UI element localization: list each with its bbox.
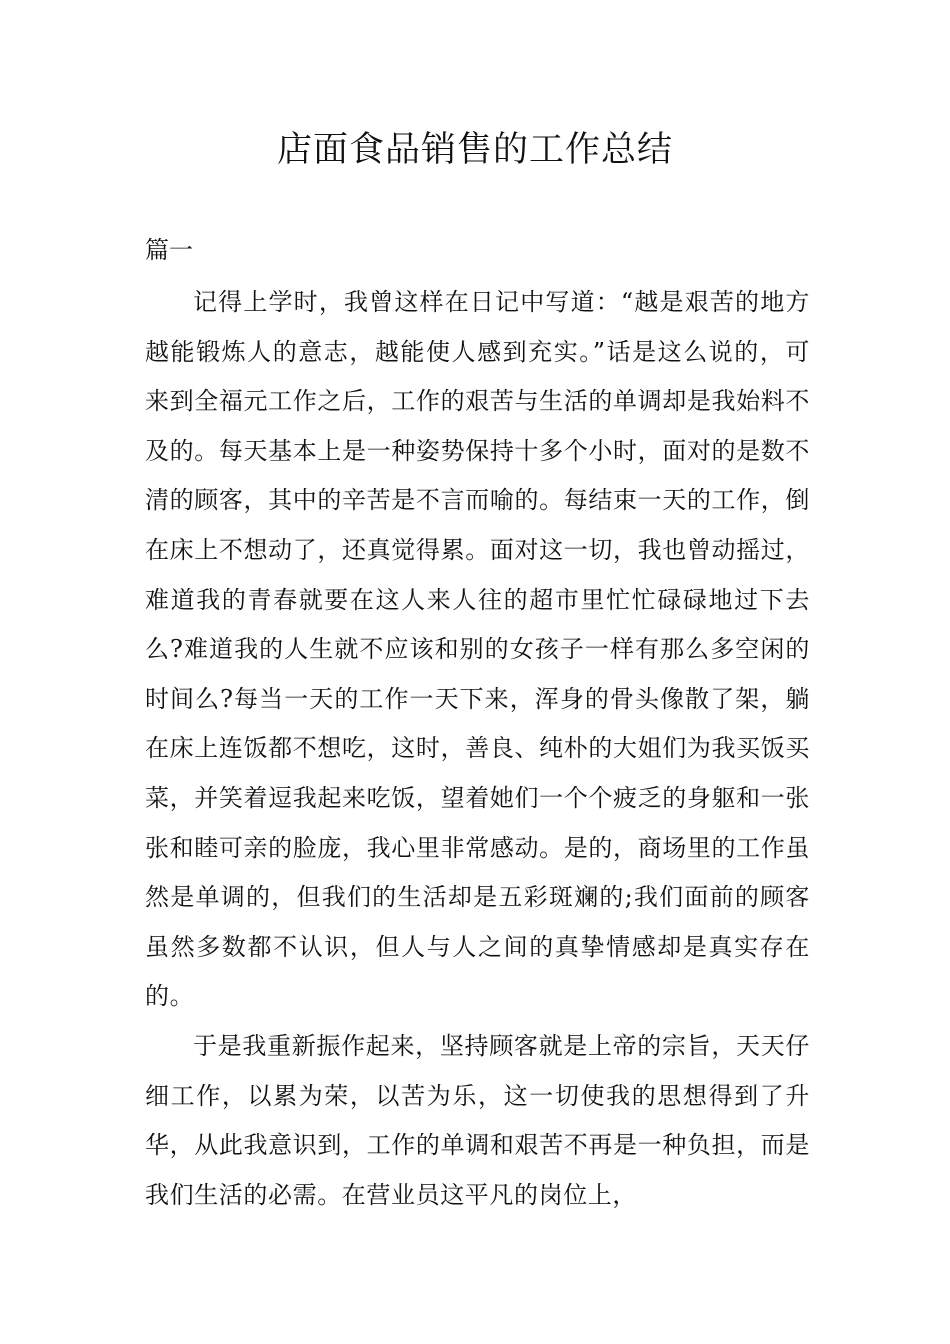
paragraph: 记得上学时，我曾这样在日记中写道：“越是艰苦的地方越能锻炼人的意志，越能使人感到充实。”话是这么说的，可来到全福元工作之后，工作的艰苦与生活的单调却是我始料不及的。每天基本上是一种姿势保持十多个小时，面对的是数不清的顾客，其中的辛苦是不言而喻的。每结束一天的工作，倒在床上不想动了，还真觉得累。面对这一切，我也曾动摇过，难道我的青春就要在这人来人往的超市里忙忙碌碌地过下去么?难道我的人生就不应该和别的女孩子一样有那么多空闲的时间么?每当一天的工作一天下来，浑身的骨头像散了架，躺在床上连饭都不想吃，这时，善良、纯朴的大姐们为我买饭买菜，并笑着逗我起来吃饭，望着她们一个个疲乏的身躯和一张张和睦可亲的脸庞，我心里非常感动。是的，商场里的工作虽然是单调的，但我们的生活却是五彩斑斓的;我们面前的顾客虽然多数都不认识，但人与人之间的真挚情感却是真实存在的。 (145, 288, 810, 1011)
document-body (145, 278, 810, 1220)
paragraph: 于是我重新振作起来，坚持顾客就是上帝的宗旨，天天仔细工作，以累为荣，以苦为乐，这一切使我的思想得到了升华，从此我意识到，工作的单调和艰苦不再是一种负担，而是我们生活的必需。在营业员这平凡的岗位上， (145, 1031, 810, 1209)
section-label: 篇一 (145, 236, 193, 264)
document-title: 店面食品销售的工作总结 (276, 130, 673, 170)
